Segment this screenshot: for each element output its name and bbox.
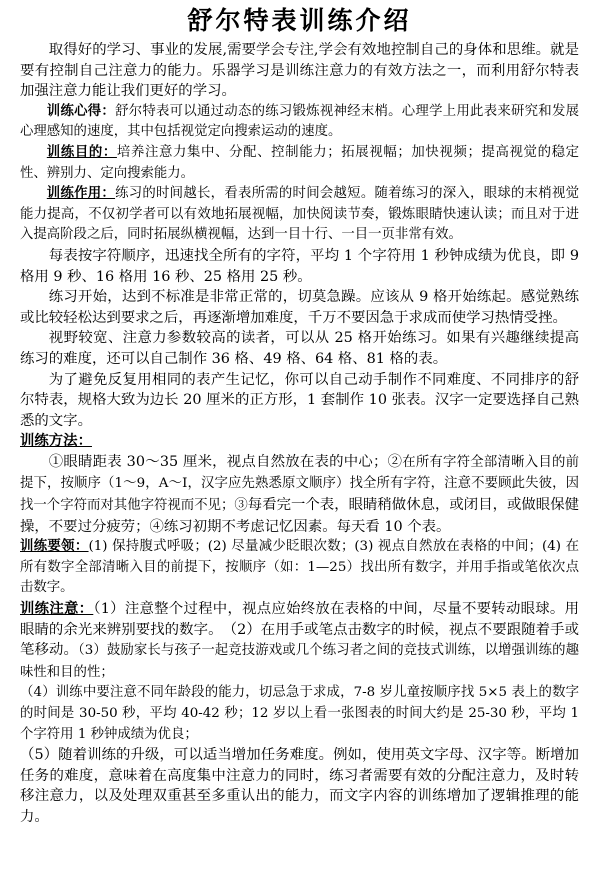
key-points-label: 训练要领： [20,539,89,555]
notes-text-a: （1）注意整个过程中，视点应始终放在表格的中间，尽量不要转动眼球。用眼睛的余光来辨别要找的数字。 （2）在用手或笔点击数字的时候，视点不要跟随着手或笔移动。 [20,601,579,659]
purpose-paragraph [20,143,579,184]
method-text-a: ①眼睛距表 30～35 厘米，视点自然放在表的中心；② [48,453,403,470]
notes-paragraph-4: （4）训练中要注意不同年龄段的能力，切忌急于求成，7-8 岁儿童按顺序找 5×5 表上的数字的时间是 30-50 秒，平均 40-42 秒；12 岁以上看一张图表的时间大约是 25-30 秒，平均 1 个字符用 1 秒钟成绩为优良； [20,685,579,742]
key-points-paragraph [20,537,579,599]
custom-table-paragraph: 为了避免反复用相同的表产生记忆，你可以自己动手制作不同难度、不同排序的舒尔特表，规格大致为边长 20 厘米的正方形，1 套制作 10 张表。汉字一定要选择自己熟悉的文字。 [20,371,579,429]
key-points-text: (1) 保持腹式呼吸；(2) 尽量减少眨眼次数；(3) 视点自然放在表格的中间；(4) 在所有数字全部清晰入目的前提下，按顺序（如：1—25）找出所有数字，并用手指或笔依次点击数字。 [20,539,579,596]
advanced-paragraph: 视野较宽、注意力参数较高的读者，可以从 25 格开始练习。如果有兴趣继续提高练习的难度，还可以自己制作 36 格、49 格、64 格、81 格的表。 [20,330,579,367]
score-paragraph: 每表按字符顺序，迅速找全所有的字符，平均 1 个字符用 1 秒钟成绩为优良，即 9 格用 9 秒、16 格用 16 秒、25 格用 25 秒。 [20,247,579,285]
experience-label: 训练心得： [46,103,116,119]
effect-text: 练习的时间越长，看表所需的时间会越短。随着练习的深入，眼球的末梢视觉能力提高，不仅初学者可以有效地拓展视幅，加快阅读节奏，锻炼眼睛快速认读；而且对于进入提高阶段之后，同时拓展纵横视幅，达到一目十行、一目一页非常有效。 [20,186,579,243]
method-heading [20,431,579,452]
method-text-b: 在所有字符全部清晰入目的前提下，按顺序（1～9，A～I，汉字应先熟悉原文顺序）找全所有字符，注意不要顾此失彼，因找一个字符而对其他字符视而不见；③ [20,454,579,514]
notes-paragraph [20,599,579,683]
method-text-c: 每看完一个表，眼睛稍做休息，或闭目，或做眼保健操，不要过分疲劳；④练习初期不考虑记忆因素。每天看 10 个表。 [20,497,579,535]
purpose-text: 培养注意力集中、分配、控制能力；拓展视幅；加快视频；提高视觉的稳定性、辨别力、定向搜索能力。 [20,144,580,181]
experience-text: 舒尔特表可以通过动态的练习锻炼视神经末梢。心理学上用此表来研究和发展心理感知的速度，其中包括视觉定向搜索运动的速度。 [20,103,579,140]
experience-paragraph [20,102,579,143]
intro-paragraph: 取得好的学习、事业的发展,需要学会专注,学会有效地控制自己的身体和思维。就是要有控制自己注意力的能力。乐器学习是训练注意力的有效方法之一，而利用舒尔特表加强注意力能让我们更好的学习。 [20,42,579,100]
method-paragraph [20,452,579,537]
notes-paragraph-5: （5）随着训练的升级，可以适当增加任务难度。例如，使用英文字母、汉字等。断增加任务的难度，意味着在高度集中注意力的同时，练习者需要有效的分配注意力，及时转移注意力，以及处理双重甚至多重认出的能力，而文字内容的训练增加了逻辑推理的能力。 [20,747,579,825]
purpose-label: 训练目的： [46,144,117,160]
effect-paragraph [20,184,579,246]
start-paragraph: 练习开始，达到不标准是非常正常的，切莫急躁。应该从 9 格开始练起。感觉熟练或比较轻松达到要求之后，再逐渐增加难度，千万不要因急于求成而使学习热情受挫。 [20,289,579,326]
document-title: 舒尔特表训练介绍 [187,6,412,35]
notes-text-b: （3）鼓励家长与孩子一起竞技游戏或几个练习者之间的竞技式训练，以增强训练的趣味性和目的性； [20,643,579,680]
effect-label: 训练作用： [46,186,116,202]
notes-label: 训练注意： [20,601,94,618]
method-label: 训练方法： [20,433,92,450]
